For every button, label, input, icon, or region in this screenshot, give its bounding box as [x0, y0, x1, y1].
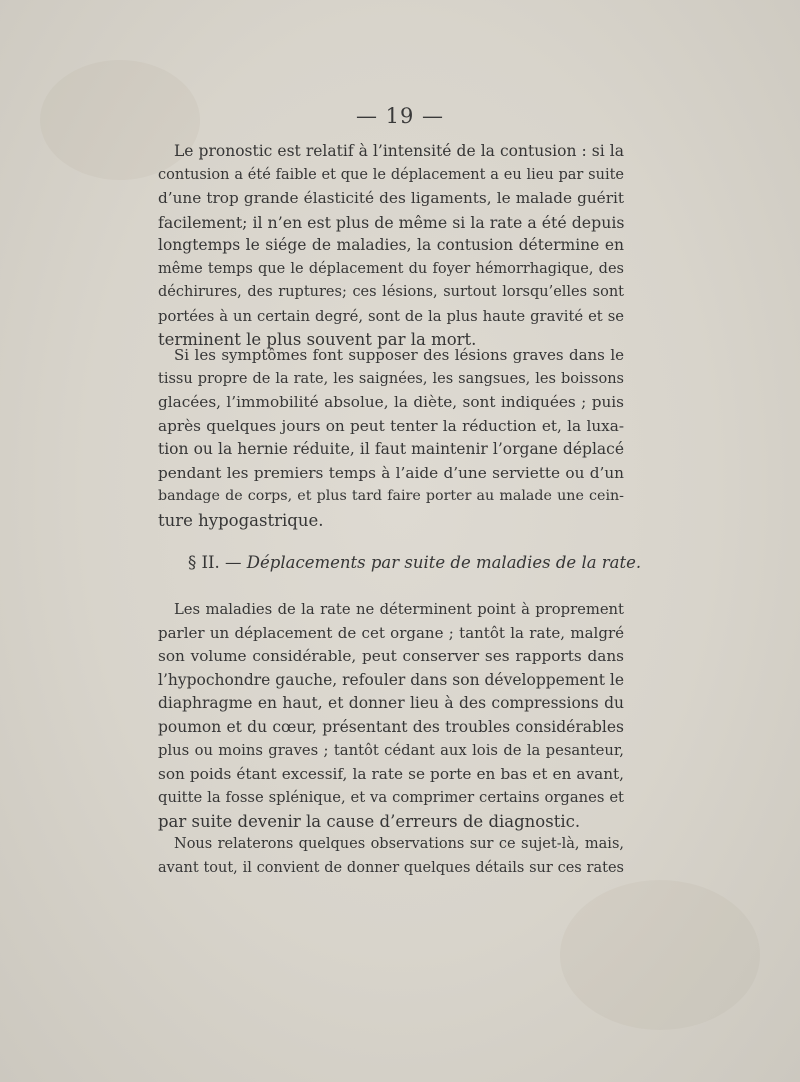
paragraph-4: [158, 833, 624, 880]
text-line: son poids étant excessif, la rate se porte en bas et en avant,: [158, 764, 624, 783]
text-line: longtemps le siége de maladies, la contusion détermine en: [158, 236, 624, 254]
text-line: quitte la fosse splénique, et va comprimer certains organes et: [158, 789, 624, 806]
paper-stain: [560, 880, 760, 1030]
paragraph-1: [158, 140, 624, 352]
section-heading: [188, 553, 641, 572]
text-line: poumon et du cœur, présentant des troubles considérables: [158, 717, 624, 736]
text-line: bandage de corps, et plus tard faire porter au malade une cein-: [158, 488, 624, 504]
paragraph-3: [158, 598, 624, 833]
page-number: — 19 —: [355, 104, 445, 128]
text-line: tion ou la hernie réduite, il faut maintenir l’organe déplacé: [158, 440, 624, 458]
text-line: l’hypochondre gauche, refouler dans son développement le: [158, 670, 624, 689]
text-line: avant tout, il convient de donner quelques détails sur ces rates: [158, 859, 624, 876]
section-number: § II. —: [188, 553, 242, 572]
text-line: portées à un certain degré, sont de la plus haute gravité et se: [158, 307, 624, 325]
text-line: même temps que le déplacement du foyer hémorrhagique, des: [158, 260, 624, 277]
text-line: Le pronostic est relatif à l’intensité de la contusion : si la: [174, 142, 624, 160]
text-line: tissu propre de la rate, les saignées, les sangsues, les boissons: [158, 370, 624, 387]
text-line: glacées, l’immobilité absolue, la diète, sont indiquées ; puis: [158, 393, 624, 411]
text-line: ture hypogastrique.: [158, 510, 324, 530]
text-line: d’une trop grande élasticité des ligaments, le malade guérit: [158, 189, 624, 207]
text-line: par suite devenir la cause d’erreurs de diagnostic.: [158, 811, 581, 831]
text-line: plus ou moins graves ; tantôt cédant aux lois de la pesanteur,: [158, 742, 624, 759]
section-title: Déplacements par suite de maladies de la rate.: [246, 553, 642, 572]
text-line: déchirures, des ruptures; ces lésions, surtout lorsqu’elles sont: [158, 284, 624, 300]
text-line: Les maladies de la rate ne déterminent point à proprement: [174, 601, 624, 618]
text-line: facilement; il n’en est plus de même si la rate a été depuis: [158, 212, 625, 232]
text-line: parler un déplacement de cet organe ; tantôt la rate, malgré: [158, 623, 624, 642]
text-line: son volume considérable, peut conserver ses rapports dans: [158, 647, 624, 665]
text-line: après quelques jours on peut tenter la réduction et, la luxa-: [158, 416, 624, 435]
text-line: diaphragme en haut, et donner lieu à des compressions du: [158, 694, 624, 712]
text-line: terminent le plus souvent par la mort.: [158, 330, 477, 349]
text-line: pendant les premiers temps à l’aide d’une serviette ou d’un: [158, 463, 624, 482]
text-line: Nous relaterons quelques observations sur ce sujet-là, mais,: [174, 836, 624, 852]
paragraph-2: [158, 344, 624, 532]
text-line: Si les symptômes font supposer des lésions graves dans le: [174, 346, 624, 364]
text-line: contusion a été faible et que le déplacement a eu lieu par suite: [158, 166, 624, 183]
